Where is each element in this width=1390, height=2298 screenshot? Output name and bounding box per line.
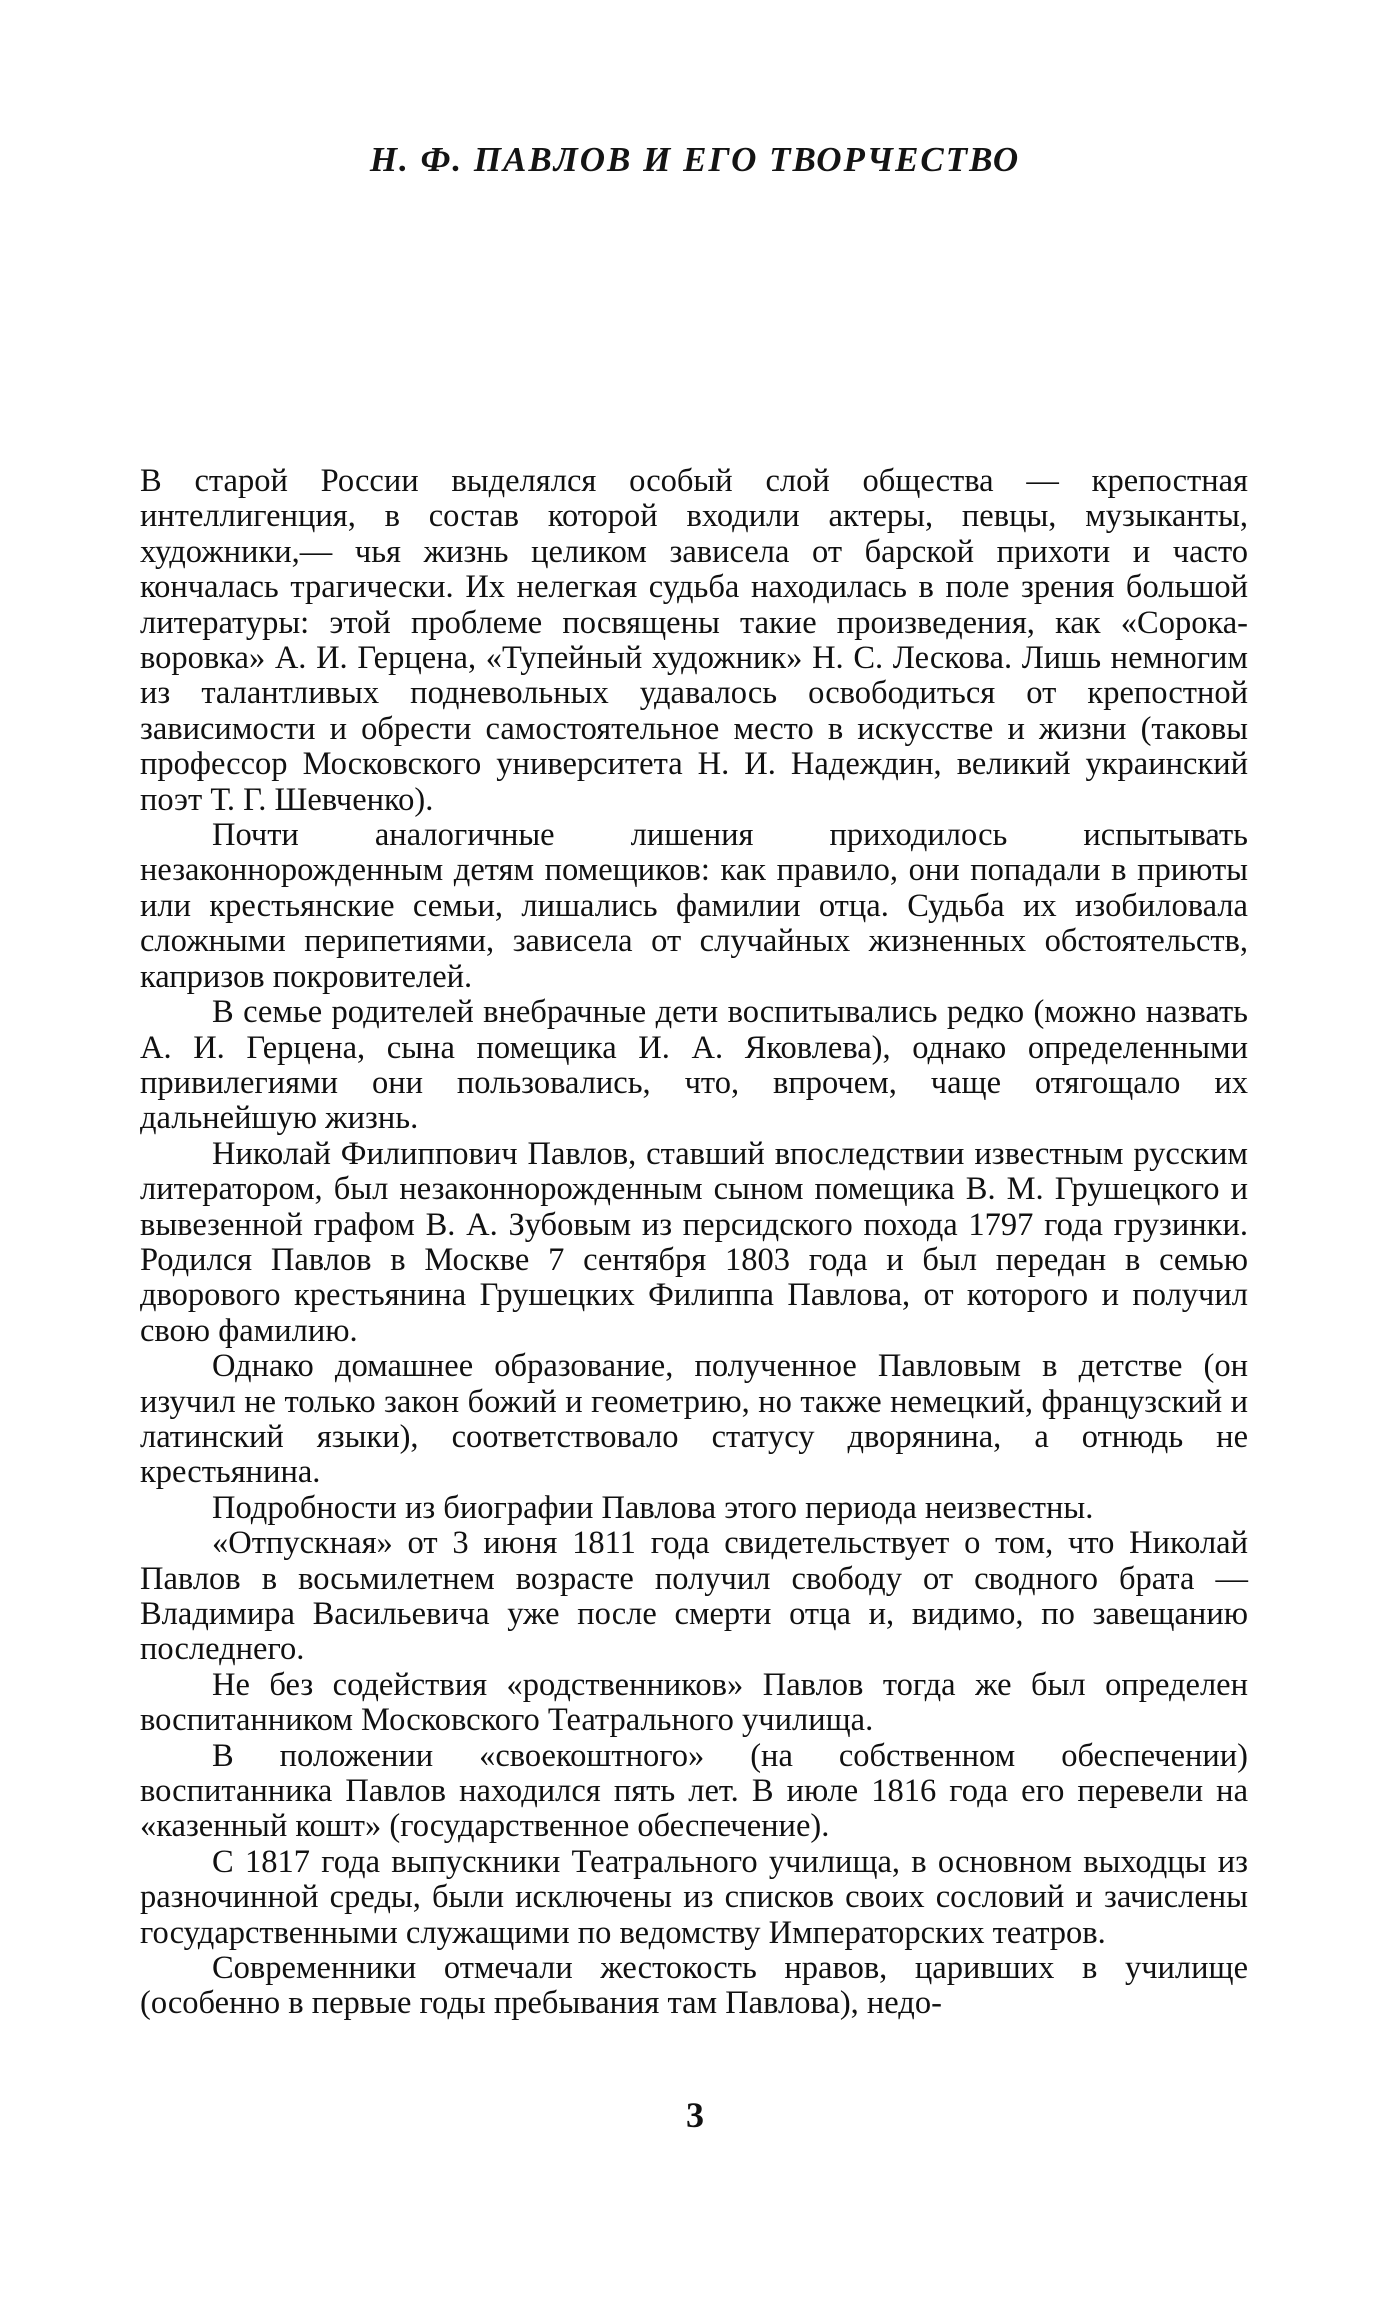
- paragraph-11: Современники отмечали жестокость нравов, царивших в училище (особенно в первые годы пребывания там Павлова), недо-: [140, 1950, 1248, 2022]
- paragraph-5: Однако домашнее образование, полученное Павловым в детстве (он изучил не только закон божий и геометрию, но также немецкий, французский и латинский языки), соответствовало статусу дворянина, а отнюдь не крестьянина.: [140, 1348, 1248, 1491]
- paragraph-6: Подробности из биографии Павлова этого периода неизвестны.: [212, 1489, 1094, 1526]
- body-text: [140, 464, 1248, 2022]
- paragraph-4: Николай Филиппович Павлов, ставший впоследствии известным русским литератором, был незаконнорожденным сыном помещика В. М. Грушецкого и вывезенной графом В. А. Зубовым из персидского похода 1797 года грузинки. Родился Павлов в Москве 7 сентября 1803 года и был передан в семью дворового крестьянина Грушецких Филиппа Павлова, от которого и получил свою фамилию.: [140, 1135, 1248, 1349]
- paragraph-2: Почти аналогичные лишения приходилось испытывать незаконнорожденным детям помещиков: как правило, они попадали в приюты или крестьянские семьи, лишались фамилии отца. Судьба их изобиловала сложными перипетиями, зависела от случайных жизненных обстоятельств, капризов покровителей.: [140, 817, 1248, 995]
- paragraph-8: Не без содействия «родственников» Павлов тогда же был определен воспитанником Московского Театрального училища.: [140, 1666, 1248, 1739]
- paragraph-7: «Отпускная» от 3 июня 1811 года свидетельствует о том, что Николай Павлов в восьмилетнем возрасте получил свободу от сводного брата — Владимира Васильевича уже после смерти отца и, видимо, по завещанию последнего.: [140, 1525, 1248, 1668]
- paragraph-9: В положении «своекоштного» (на собственном обеспечении) воспитанника Павлов находился пять лет. В июле 1816 года его перевели на «казенный кошт» (государственное обеспечение).: [140, 1737, 1248, 1845]
- chapter-title: Н. Ф. ПАВЛОВ И ЕГО ТВОРЧЕСТВО: [369, 140, 1021, 179]
- paragraph-10: С 1817 года выпускники Театрального училища, в основном выходцы из разночинной среды, были исключены из списков своих сословий и зачислены государственными служащими по ведомству Императорских театров.: [140, 1843, 1248, 1951]
- paragraph-3: В семье родителей внебрачные дети воспитывались редко (можно назвать А. И. Герцена, сына помещика И. А. Яковлева), однако определенными привилегиями они пользовались, что, впрочем, чаще отягощало их дальнейшую жизнь.: [140, 994, 1248, 1137]
- paragraph-1: В старой России выделялся особый слой общества — крепостная интеллигенция, в состав которой входили актеры, певцы, музыканты, художники,— чья жизнь целиком зависела от барской прихоти и часто кончалась трагически. Их нелегкая судьба находилась в поле зрения большой литературы: этой проблеме посвящены такие произведения, как «Сорока-воровка» А. И. Герцена, «Тупейный художник» Н. С. Лескова. Лишь немногим из талантливых подневольных удавалось освободиться от крепостной зависимости и обрести самостоятельное место в искусстве и жизни (таковы профессор Московского университета Н. И. Надеждин, великий украинский поэт Т. Г. Шевченко).: [140, 463, 1248, 818]
- page-number: 3: [686, 2095, 704, 2135]
